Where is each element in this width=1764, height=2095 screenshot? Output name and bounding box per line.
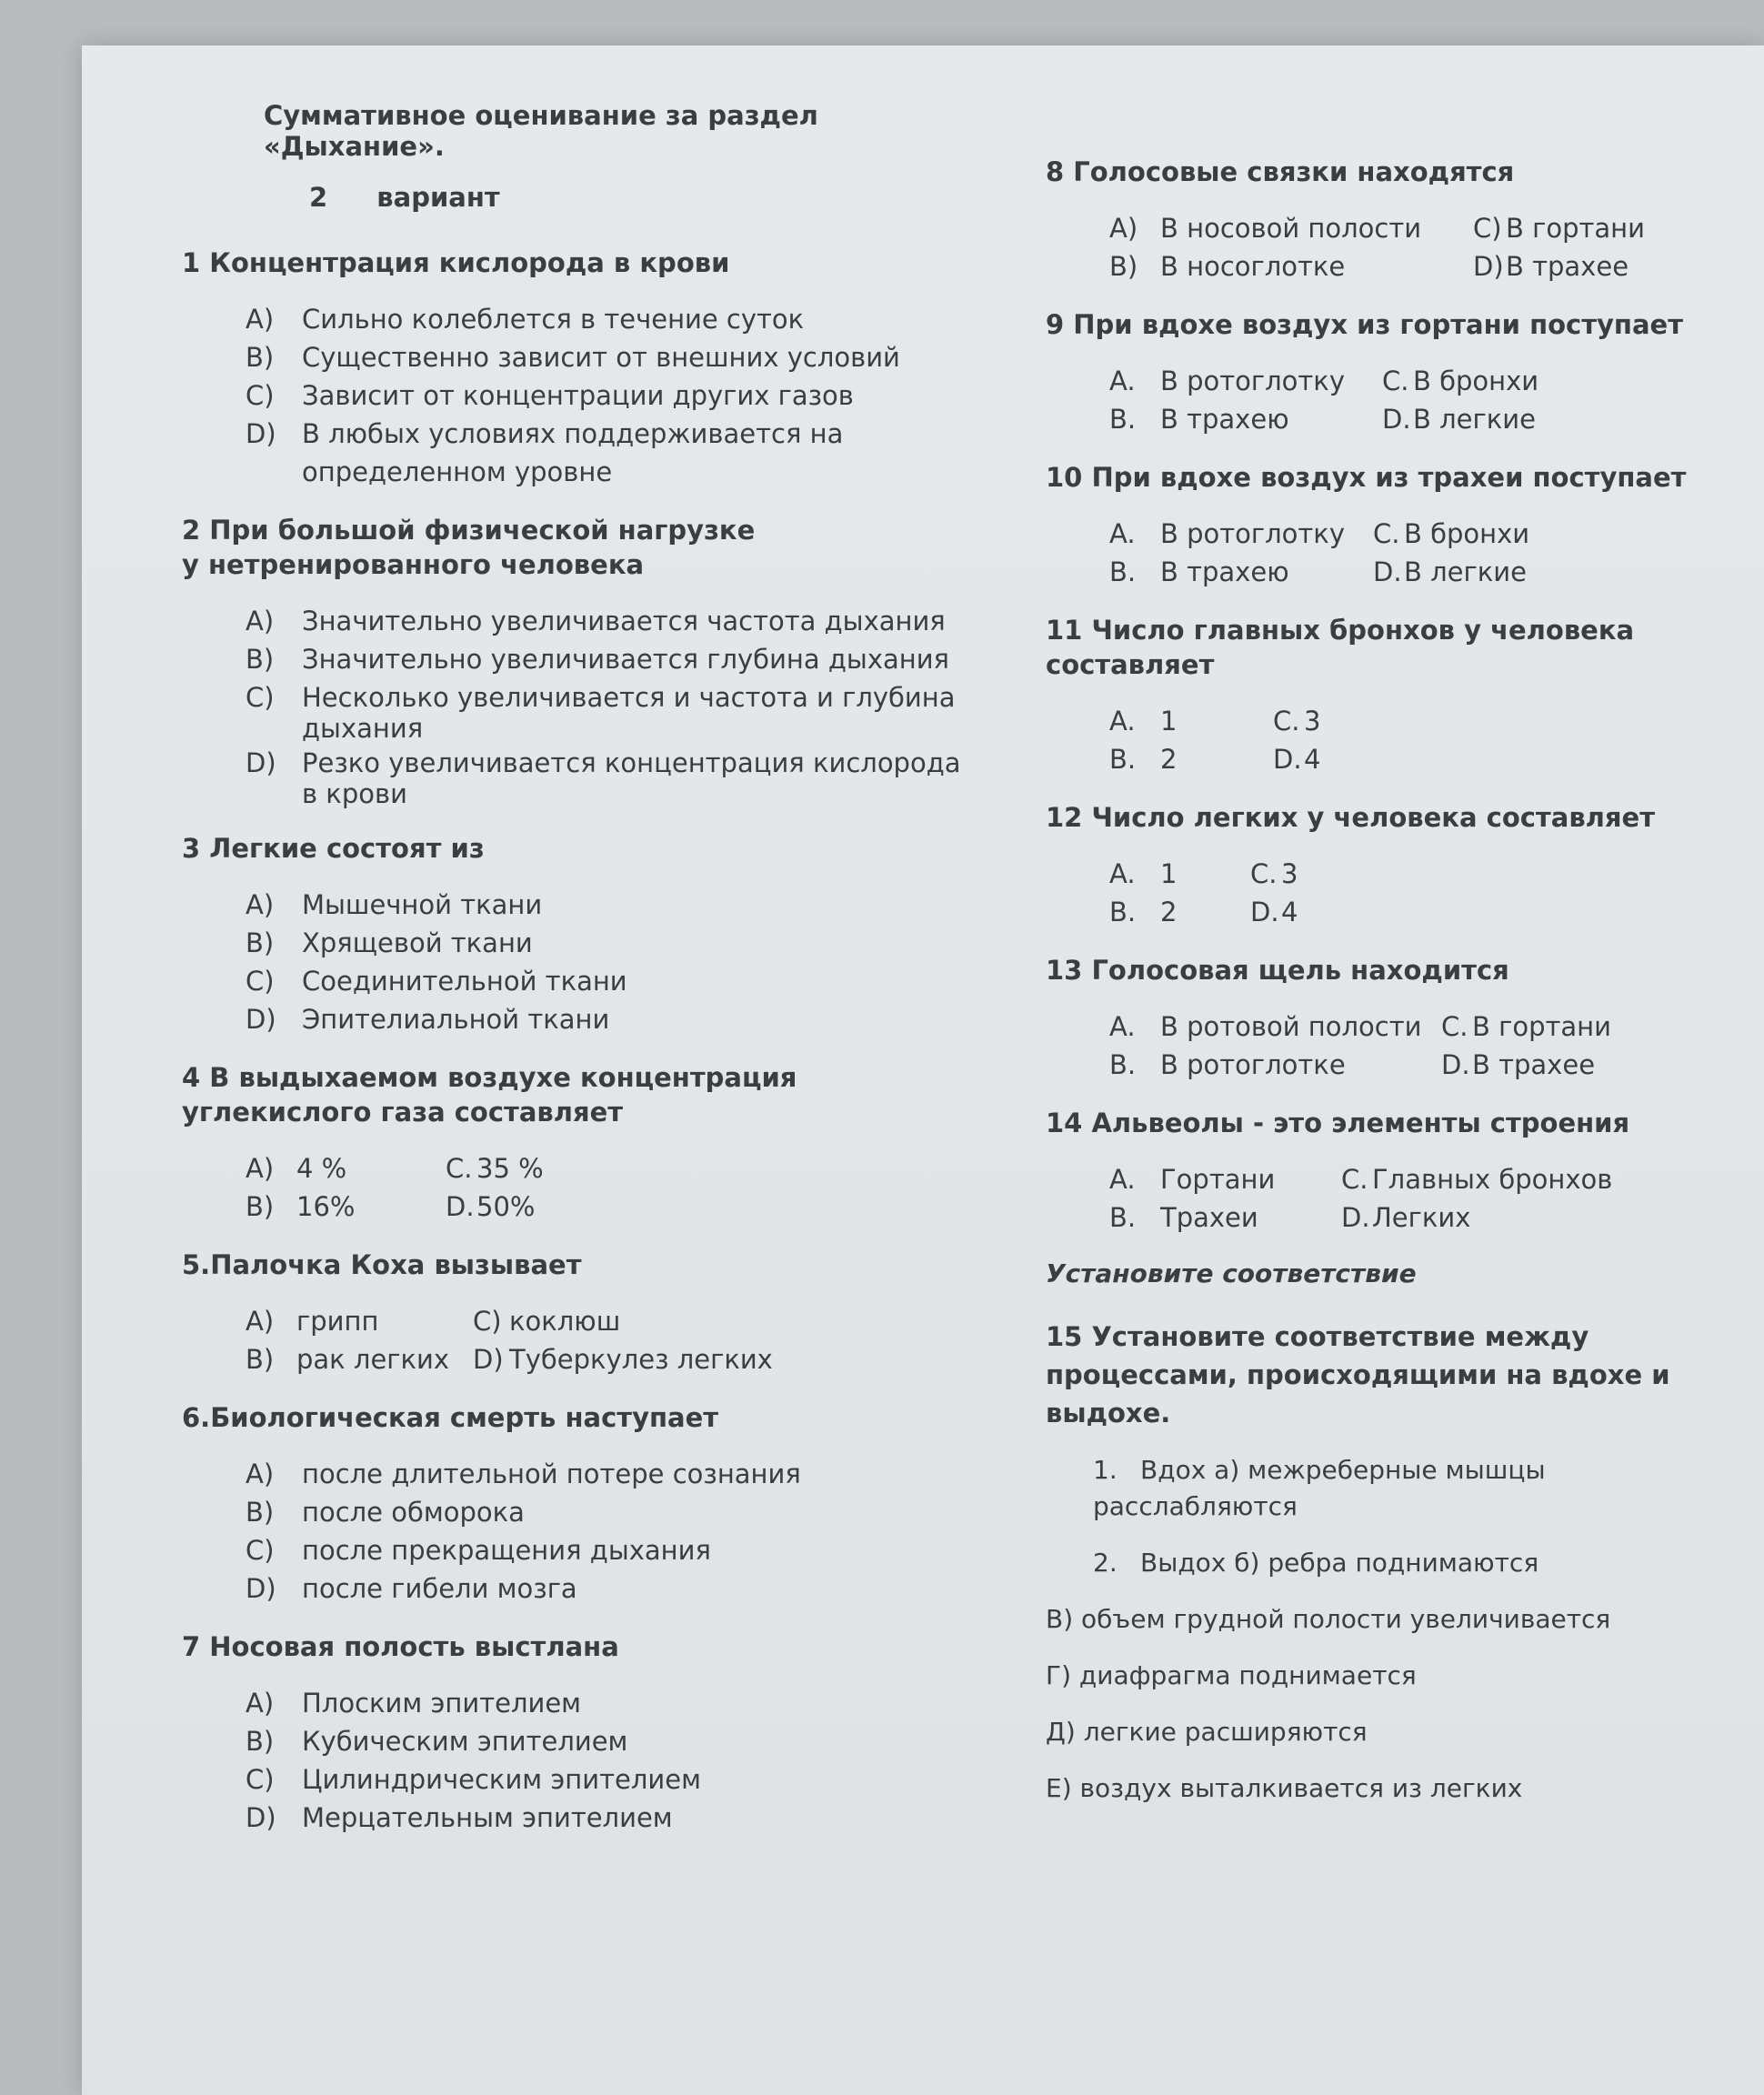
answer-option: A. В ротоглотку [1109,366,1345,396]
paper-sheet [82,45,1764,2095]
answer-option: C) коклюш [473,1306,621,1337]
match-item: Д) легкие расширяются [1046,1717,1368,1747]
answer-option: B) после обморока [246,1497,525,1528]
question-title: 10 При вдохе воздух из трахеи поступает [1046,462,1687,493]
answer-option: D) Эпителиальной ткани [246,1004,610,1035]
answer-option: A. 1 [1109,858,1178,889]
question-13 [1046,953,1737,1084]
answer-option: B. В трахею [1109,556,1289,587]
answer-option: A) Значительно увеличивается частота дыхания [246,606,946,637]
question-1 [182,246,982,491]
question-title: 8 Голосовые связки находятся [1046,156,1515,187]
answer-option: C. 3 [1273,706,1321,737]
question-5 [182,1248,982,1378]
question-title: 4 В выдыхаемом воздухе концентрация углекислого газа составляет [182,1062,797,1128]
question-title: 13 Голосовая щель находится [1046,955,1509,986]
answer-option: D. 4 [1273,744,1321,775]
answer-option: C. В гортани [1441,1011,1611,1042]
variant-word: вариант [376,182,500,213]
answer-option: B. Трахеи [1109,1202,1258,1233]
answer-option: B) Существенно зависит от внешних условий [246,342,900,373]
answer-option: B. В трахею [1109,404,1289,435]
question-11 [1046,613,1737,778]
answer-option: C) В гортани [1473,213,1645,244]
question-7 [182,1629,982,1837]
match-item: Е) воздух выталкивается из легких [1046,1773,1523,1803]
answer-option: D. В легкие [1373,556,1527,587]
answer-option: D) Резко увеличивается концентрация кислорода в крови [246,747,961,809]
match-section [1046,1258,1737,1807]
answer-option: C. В бронхи [1373,518,1530,549]
question-title: 14 Альвеолы - это элементы строения [1046,1108,1630,1138]
answer-option: B) Значительно увеличивается глубина дыхания [246,644,950,675]
answer-option: A. Гортани [1109,1164,1276,1195]
question-title: 12 Число легких у человека составляет [1046,802,1656,833]
question-12 [1046,800,1737,931]
answer-option: C. 3 [1250,858,1298,889]
document-title: Суммативное оценивание за раздел «Дыхание». [264,100,818,162]
answer-option: A) В носовой полости [1109,213,1422,244]
question-8 [1046,155,1737,286]
answer-option: A) после длительной потере сознания [246,1458,801,1489]
answer-option: C) Несколько увеличивается и частота и глубина дыхания [246,682,956,744]
answer-option: A. В ротоглотку [1109,518,1345,549]
section-heading: Установите соответствие [1046,1258,1417,1288]
answer-option: A. 1 [1109,706,1178,737]
answer-option: C. Главных бронхов [1341,1164,1613,1195]
question-title: 6.Биологическая смерть наступает [182,1402,719,1433]
match-item: В) объем грудной полости увеличивается [1046,1604,1611,1634]
answer-option: D. Легких [1341,1202,1471,1233]
answer-option: D) В трахее [1473,251,1629,282]
variant-number: 2 [309,182,328,213]
question-title: 3 Легкие состоят из [182,833,485,864]
answer-option: B. 2 [1109,744,1178,775]
question-4 [182,1060,982,1226]
left-column [182,100,982,1859]
answer-option: C. В бронхи [1382,366,1539,396]
question-title: 1 Концентрация кислорода в крови [182,247,730,278]
question-6 [182,1400,982,1608]
answer-option: A) Мышечной ткани [246,889,543,920]
answer-option: B. 2 [1109,897,1178,927]
answer-option: C. 35 % [446,1153,544,1184]
answer-option: D. В легкие [1382,404,1536,435]
answer-option: D) после гибели мозга [246,1573,577,1604]
question-title: 5.Палочка Коха вызывает [182,1249,582,1280]
answer-option: A) грипп [246,1306,379,1337]
question-10 [1046,460,1737,591]
question-title: 11 Число главных бронхов у человека составляет [1046,615,1635,680]
variant-label [309,182,982,213]
answer-option: C) Зависит от концентрации других газов [246,380,854,411]
answer-option: D. В трахее [1441,1049,1596,1080]
question-3 [182,831,982,1038]
answer-option: A. В ротовой полости [1109,1011,1422,1042]
answer-option: D) В любых условиях поддерживается на определенном уровне [246,418,844,487]
answer-option: C) Соединительной ткани [246,966,627,997]
question-title: 2 При большой физической нагрузке у нетренированного человека [182,515,756,580]
answer-option: D. 4 [1250,897,1298,927]
answer-option: B. В ротоглотке [1109,1049,1346,1080]
answer-option: A) Сильно колеблется в течение суток [246,304,805,335]
question-14 [1046,1106,1737,1237]
question-title: 7 Носовая полость выстлана [182,1631,619,1662]
answer-option: B) 16% [246,1191,356,1222]
answer-option: A) 4 % [246,1153,347,1184]
match-numbered-item: 1. Вдох а) межреберные мышцы расслабляются [1093,1455,1546,1521]
answer-option: B) Хрящевой ткани [246,927,533,958]
answer-option: B) Кубическим эпителием [246,1726,628,1757]
answer-option: B) рак легких [246,1344,450,1375]
question-2 [182,513,982,809]
question-9 [1046,307,1737,438]
answer-option: D) Туберкулез легких [473,1344,773,1375]
question-title: 9 При вдохе воздух из гортани поступает [1046,309,1684,340]
answer-option: A) Плоским эпителием [246,1688,582,1719]
match-item: Г) диафрагма поднимается [1046,1660,1417,1690]
answer-option: D. 50% [446,1191,536,1222]
answer-option: D) Мерцательным эпителием [246,1802,673,1833]
answer-option: B) В носоглотке [1109,251,1346,282]
question-15-title: 15 Установите соответствие между процессами, происходящими на вдохе и выдохе. [1046,1321,1670,1428]
match-numbered-item: 2. Выдох б) ребра поднимаются [1093,1548,1539,1578]
answer-option: C) после прекращения дыхания [246,1535,711,1566]
answer-option: C) Цилиндрическим эпителием [246,1764,701,1795]
right-column [1046,155,1737,1827]
